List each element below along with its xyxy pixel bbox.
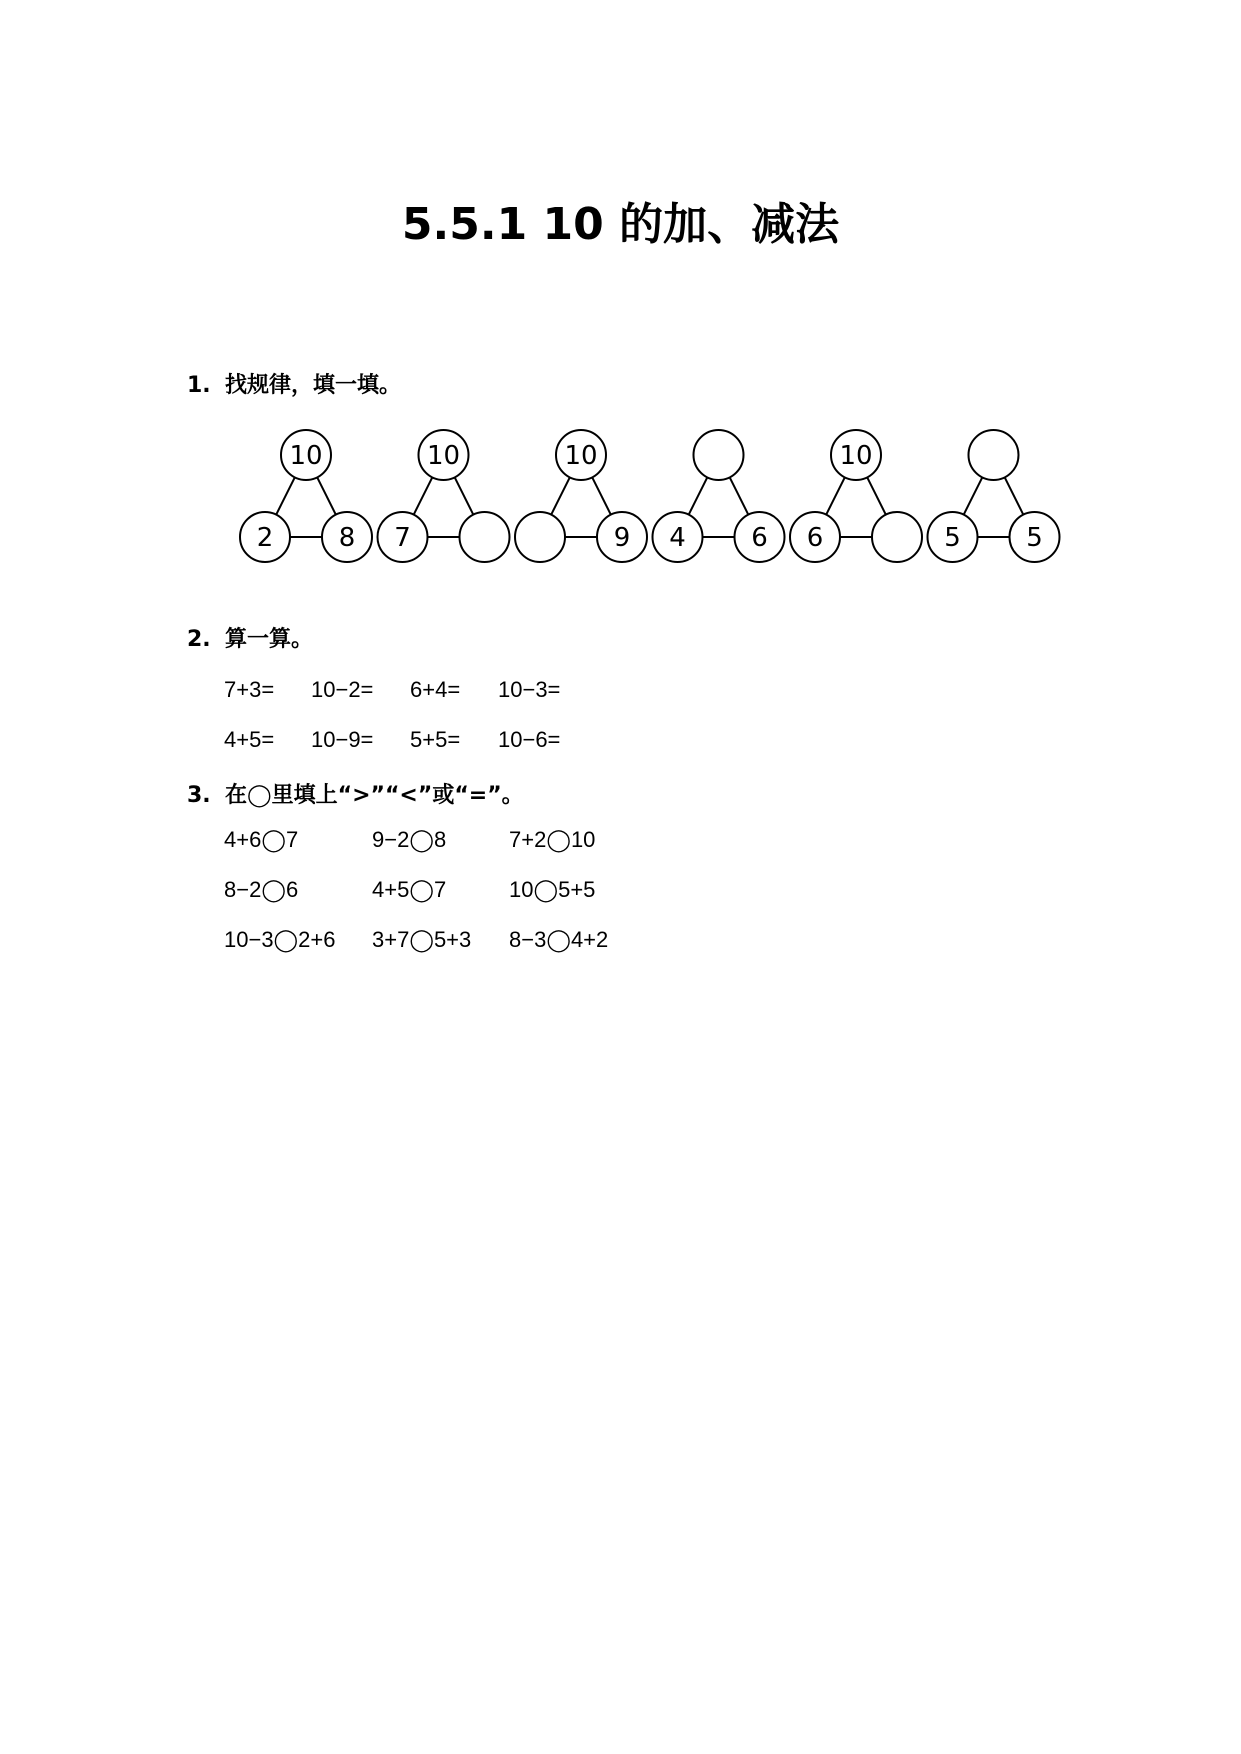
triangle-edge xyxy=(867,477,886,514)
number-label: 6 xyxy=(751,523,768,553)
calc-item[interactable]: 5+5= xyxy=(410,727,461,752)
number-label: 10 xyxy=(564,441,598,471)
number-label: 10 xyxy=(839,441,873,471)
number-triangle xyxy=(928,430,1060,562)
calc-item[interactable]: 10−9= xyxy=(311,727,374,752)
number-label: 5 xyxy=(1026,523,1043,553)
compare-item[interactable]: 4+5◯7 xyxy=(372,877,447,902)
question-number: 1. xyxy=(187,373,211,398)
question-2 xyxy=(187,622,313,653)
compare-item[interactable]: 10◯5+5 xyxy=(509,877,596,902)
calc-item[interactable]: 6+4= xyxy=(410,677,461,702)
triangle-edge xyxy=(455,477,474,514)
blank-circle-top[interactable] xyxy=(969,430,1019,480)
compare-item[interactable]: 3+7◯5+3 xyxy=(372,927,472,952)
number-triangle xyxy=(653,430,785,562)
question-3 xyxy=(187,778,524,809)
triangle-edge xyxy=(826,477,845,514)
question-number: 3. xyxy=(187,783,211,808)
calc-item[interactable]: 10−3= xyxy=(498,677,561,702)
triangle-edge xyxy=(730,477,749,514)
page-title: 5.5.1 10 的加、减法 xyxy=(401,199,840,250)
triangle-edge xyxy=(276,477,295,514)
calc-item[interactable]: 7+3= xyxy=(224,677,275,702)
triangle-edge xyxy=(592,477,611,514)
blank-circle-right[interactable] xyxy=(872,512,922,562)
number-label: 10 xyxy=(426,441,461,471)
calc-item[interactable]: 4+5= xyxy=(224,727,275,752)
calc-item[interactable]: 10−2= xyxy=(311,677,374,702)
question-text: 在◯里填上“>”“<”或“=”。 xyxy=(225,783,524,808)
number-triangle xyxy=(378,430,510,562)
triangle-edge xyxy=(1005,477,1024,514)
triangle-edge xyxy=(689,477,708,514)
blank-circle-right[interactable] xyxy=(460,512,510,562)
number-label: 6 xyxy=(806,523,824,553)
number-label: 5 xyxy=(944,523,961,553)
triangle-diagrams xyxy=(0,0,1241,600)
number-triangle xyxy=(790,430,922,562)
number-label: 7 xyxy=(394,523,411,553)
number-label: 9 xyxy=(613,523,631,553)
compare-item[interactable]: 9−2◯8 xyxy=(372,827,447,852)
triangle-edge xyxy=(317,477,336,514)
number-label: 4 xyxy=(669,523,686,553)
compare-item[interactable]: 8−3◯4+2 xyxy=(509,927,609,952)
triangle-edge xyxy=(964,477,983,514)
question-text: 算一算。 xyxy=(225,627,314,652)
question-number: 2. xyxy=(187,627,211,652)
number-label: 10 xyxy=(289,441,323,471)
number-triangle xyxy=(515,430,647,562)
number-label: 2 xyxy=(256,523,274,553)
compare-item[interactable]: 8−2◯6 xyxy=(224,877,299,902)
compare-item[interactable]: 4+6◯7 xyxy=(224,827,299,852)
triangle-edge xyxy=(414,477,433,514)
question-text: 找规律，填一填。 xyxy=(225,373,402,398)
number-triangle xyxy=(240,430,372,562)
blank-circle-left[interactable] xyxy=(515,512,565,562)
compare-item[interactable]: 10−3◯2+6 xyxy=(224,927,336,952)
triangle-edge xyxy=(551,477,570,514)
calc-item[interactable]: 10−6= xyxy=(498,727,561,752)
compare-item[interactable]: 7+2◯10 xyxy=(509,827,596,852)
number-label: 8 xyxy=(338,523,356,553)
blank-circle-top[interactable] xyxy=(694,430,744,480)
